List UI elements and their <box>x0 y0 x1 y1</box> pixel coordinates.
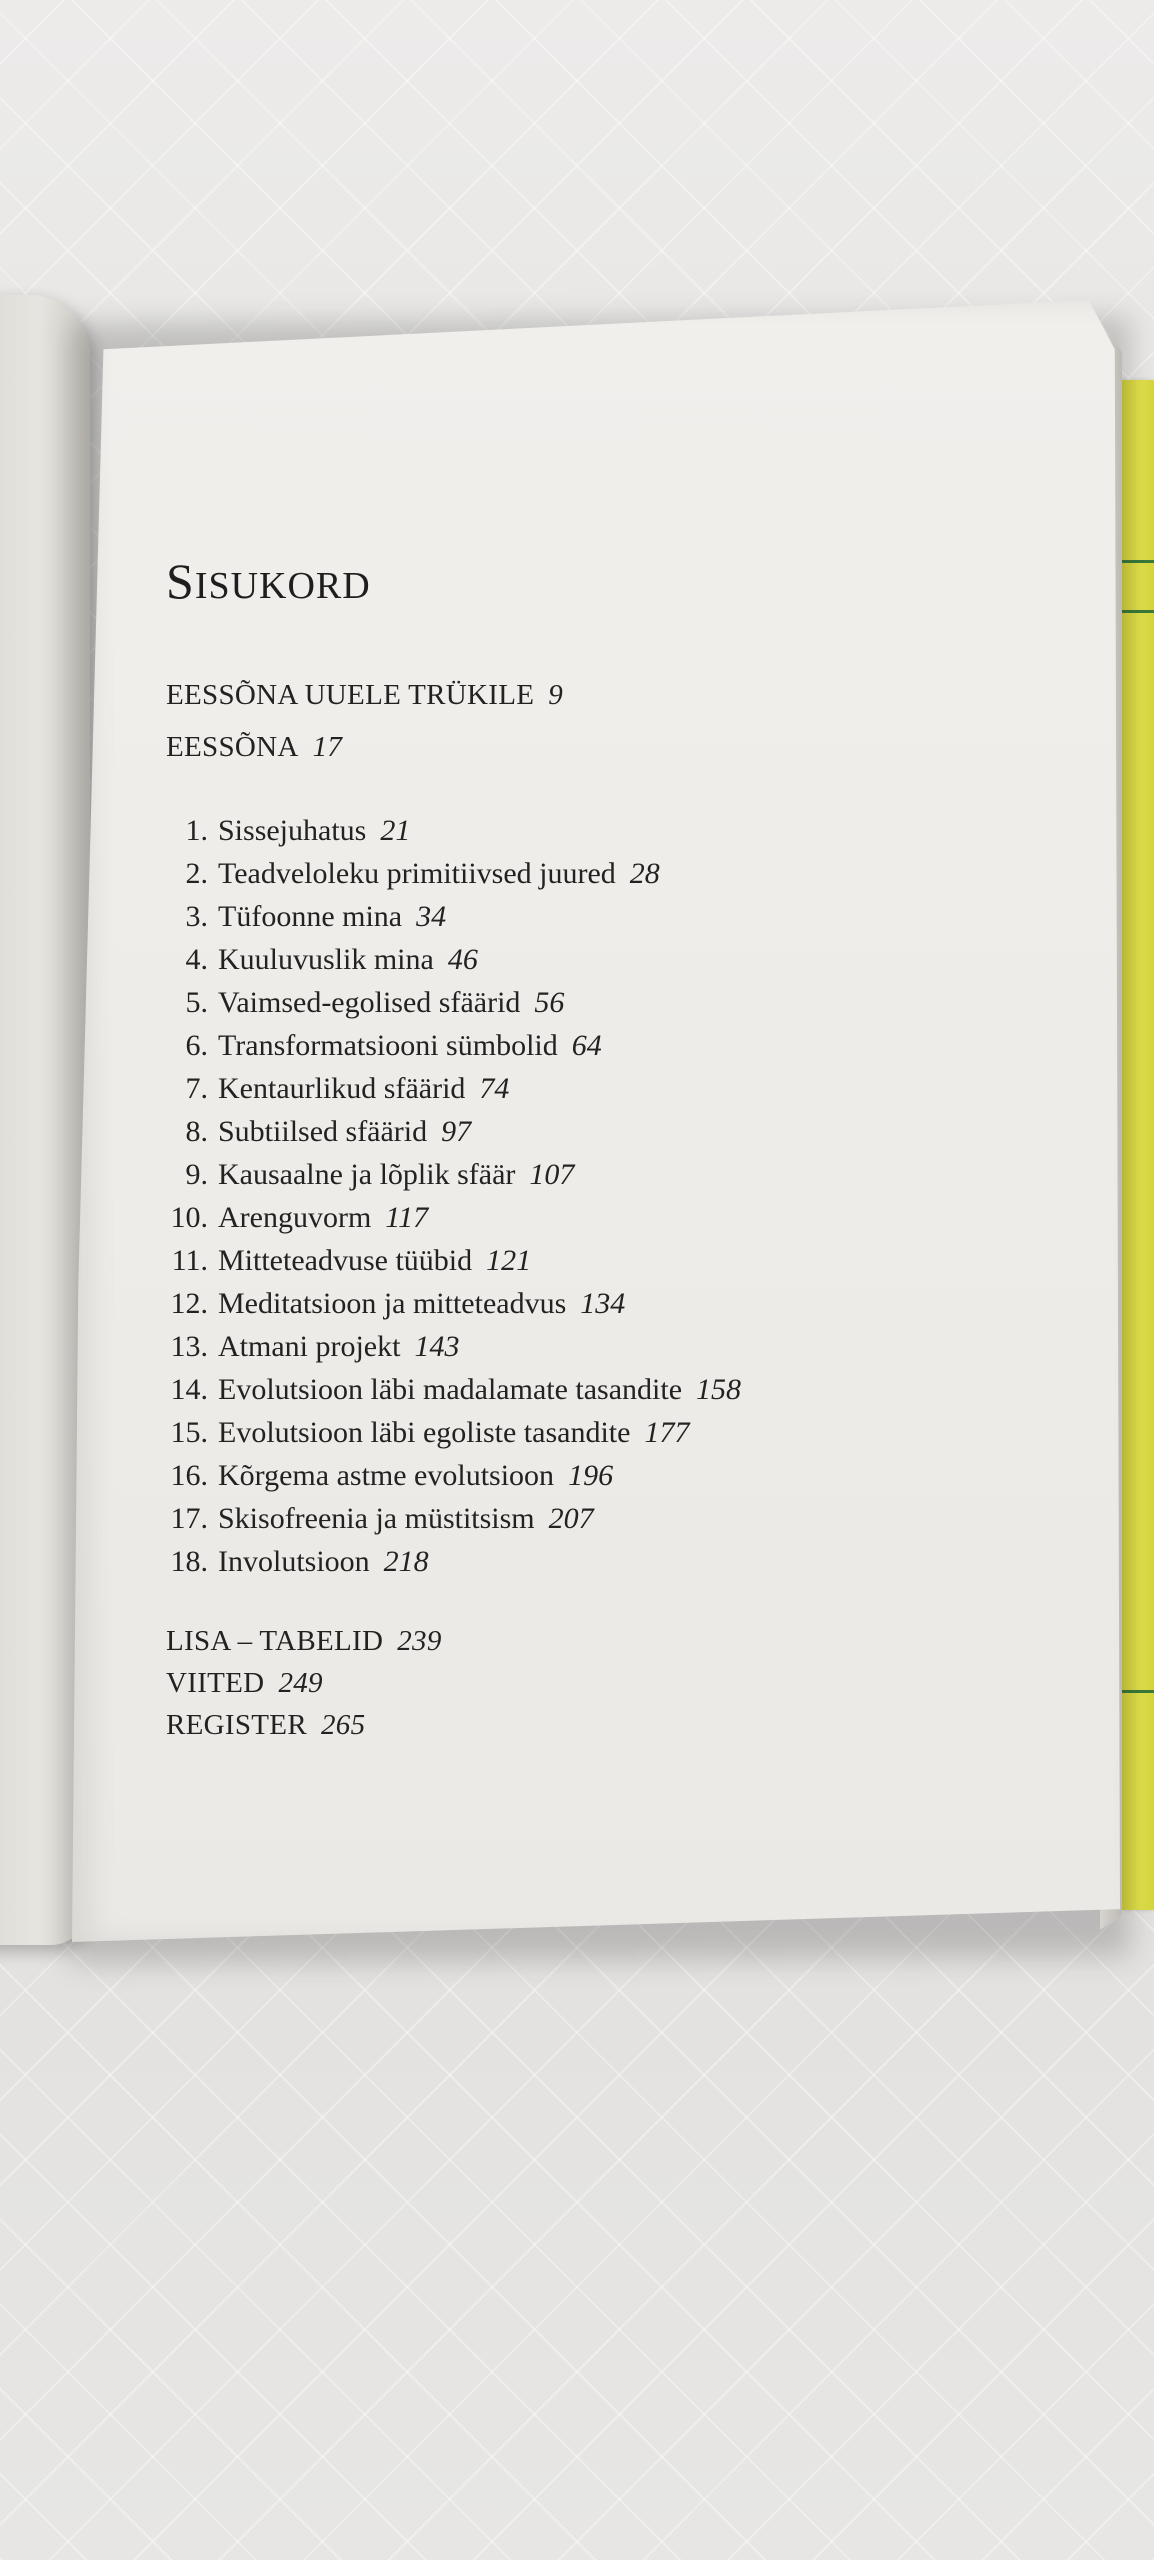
entry-label: Meditatsioon ja mitteteadvus <box>218 1287 567 1320</box>
entry-label: Evolutsioon läbi madalamate tasandite <box>218 1373 683 1406</box>
entry-label: Sissejuhatus <box>218 814 367 847</box>
entry-number: 13. <box>170 1330 208 1363</box>
toc-entry-chapter <box>150 1201 428 1235</box>
toc-entry-chapter <box>150 1115 471 1149</box>
entry-number: 10. <box>170 1201 208 1234</box>
entry-number: 18. <box>170 1545 208 1578</box>
entry-number: 5. <box>185 986 208 1019</box>
entry-page: 9 <box>548 679 564 711</box>
entry-number: 2. <box>185 857 208 890</box>
toc-entry-chapter <box>150 986 564 1020</box>
entry-page: 177 <box>644 1416 690 1449</box>
entry-number: 11. <box>171 1244 208 1277</box>
entry-number: 8. <box>185 1115 208 1148</box>
entry-label: Tüfoonne mina <box>218 900 403 933</box>
toc-entry-front <box>166 678 563 712</box>
entry-page: 265 <box>320 1709 366 1741</box>
entry-page: 17 <box>312 731 343 763</box>
toc-entry-chapter <box>150 1287 625 1321</box>
entry-page: 158 <box>696 1373 742 1406</box>
toc-entry-chapter <box>150 1459 613 1493</box>
toc-entry-chapter <box>150 814 410 848</box>
entry-page: 64 <box>571 1029 602 1062</box>
entry-page: 117 <box>385 1201 429 1234</box>
entry-page: 97 <box>441 1115 472 1148</box>
entry-label: Transformatsiooni sümbolid <box>218 1029 558 1062</box>
entry-number: 9. <box>185 1158 208 1191</box>
entry-label: Skisofreenia ja müstitsism <box>218 1502 535 1535</box>
toc-entry-chapter <box>150 943 478 977</box>
entry-label: Kentaurlikud sfäärid <box>218 1072 466 1105</box>
entry-label: REGISTER <box>166 1709 307 1741</box>
entry-label: Vaimsed-egolised sfäärid <box>218 986 521 1019</box>
toc-entry-chapter <box>150 1244 531 1278</box>
toc-entry-chapter <box>150 1330 459 1364</box>
toc-entry-chapter <box>150 1416 689 1450</box>
entry-label: Kõrgema astme evolutsioon <box>218 1459 555 1492</box>
entry-label: VIITED <box>166 1667 265 1699</box>
toc-title-initial: S <box>166 553 195 609</box>
entry-page: 134 <box>580 1287 626 1320</box>
entry-label: EESSÕNA <box>166 731 299 763</box>
entry-label: Teadveloleku primitiivsed juured <box>218 857 616 890</box>
entry-page: 249 <box>278 1667 323 1699</box>
entry-label: Mitteteadvuse tüübid <box>218 1244 473 1277</box>
entry-label: EESSÕNA UUELE TRÜKILE <box>166 679 535 711</box>
entry-number: 4. <box>185 943 208 976</box>
entry-number: 14. <box>170 1373 208 1406</box>
entry-label: LISA – TABELID <box>166 1625 384 1657</box>
entry-page: 207 <box>548 1502 594 1535</box>
toc-entry-chapter <box>150 1502 594 1536</box>
entry-page: 218 <box>383 1545 429 1578</box>
toc-entry-chapter <box>150 1545 429 1579</box>
toc-title <box>166 552 371 610</box>
entry-page: 21 <box>380 814 411 847</box>
entry-number: 15. <box>170 1416 208 1449</box>
entry-label: Evolutsioon läbi egoliste tasandite <box>218 1416 631 1449</box>
toc-entry-back <box>166 1708 365 1742</box>
entry-label: Arenguvorm <box>218 1201 372 1234</box>
entry-number: 6. <box>185 1029 208 1062</box>
toc-title-rest: ISUKORD <box>194 565 371 607</box>
toc-entry-back <box>166 1624 442 1658</box>
toc-entry-chapter <box>150 900 446 934</box>
entry-number: 7. <box>185 1072 208 1105</box>
entry-label: Kausaalne ja lõplik sfäär <box>218 1158 516 1191</box>
toc-entry-chapter <box>150 1072 509 1106</box>
entry-number: 3. <box>185 900 208 933</box>
entry-label: Involutsioon <box>218 1545 370 1578</box>
entry-number: 1. <box>185 814 208 847</box>
toc-entry-chapter <box>150 1029 602 1063</box>
toc-entry-chapter <box>150 857 660 891</box>
entry-page: 28 <box>629 857 660 890</box>
entry-page: 196 <box>568 1459 614 1492</box>
entry-number: 16. <box>170 1459 208 1492</box>
toc-entry-back <box>166 1666 323 1700</box>
entry-page: 34 <box>416 900 447 933</box>
toc-entry-chapter <box>150 1373 741 1407</box>
toc-entry-chapter <box>150 1158 574 1192</box>
entry-page: 46 <box>447 943 478 976</box>
toc-entry-front <box>166 730 342 764</box>
entry-number: 17. <box>170 1502 208 1535</box>
entry-page: 107 <box>529 1158 575 1191</box>
entry-label: Subtiilsed sfäärid <box>218 1115 428 1148</box>
entry-page: 74 <box>479 1072 510 1105</box>
entry-page: 239 <box>397 1625 442 1657</box>
entry-page: 143 <box>414 1330 460 1363</box>
entry-label: Kuuluvuslik mina <box>218 943 434 976</box>
entry-number: 12. <box>170 1287 208 1320</box>
entry-page: 121 <box>486 1244 532 1277</box>
entry-label: Atmani projekt <box>218 1330 401 1363</box>
entry-page: 56 <box>534 986 565 1019</box>
